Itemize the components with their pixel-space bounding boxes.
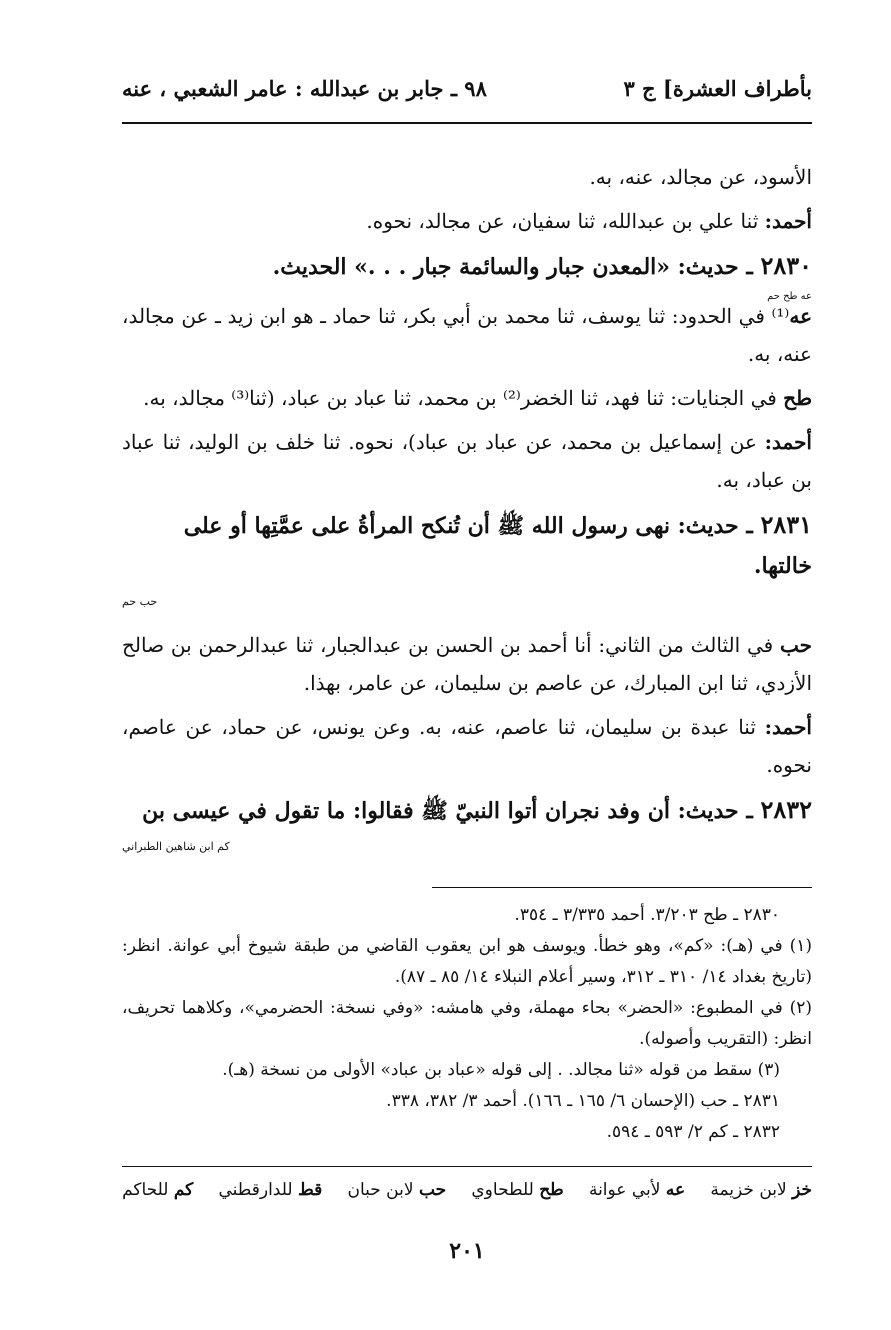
source-sigla: حب حم	[122, 595, 158, 608]
abbreviation-legend	[122, 1180, 812, 1200]
header-right: بأطراف العشرة] ج ٣	[623, 76, 812, 101]
footnote: ٢٨٣٠ ـ طح ٣/٢٠٣. أحمد ٣/٣٣٥ ـ ٣٥٤.	[514, 905, 780, 925]
legend-abbr: قط	[297, 1180, 323, 1200]
running-header	[122, 76, 812, 116]
footnote-rule	[432, 887, 812, 888]
legend-name: للطحاوي	[471, 1180, 540, 1200]
paragraph-text: ثنا عبدة بن سليمان، ثنا عاصم، عنه، به. وعن يونس، عن حماد، عن عاصم، نحوه.	[122, 715, 812, 777]
page-number: ٢٠١	[449, 1238, 485, 1264]
footnotes	[122, 900, 812, 1148]
source-abbreviation: طح	[783, 386, 812, 410]
header-left: ٩٨ ـ جابر بن عبدالله : عامر الشعبي ، عنه	[122, 76, 487, 101]
footnote: (٣) سقط من قوله «ثنا مجالد. . إلى قوله «عباد بن عباد» الأولى من نسخة (هـ).	[222, 1060, 780, 1080]
legend-name: للدارقطني	[218, 1180, 298, 1200]
legend-abbr: خز	[792, 1180, 812, 1200]
legend-item	[589, 1180, 685, 1200]
legend-abbr: طح	[539, 1180, 564, 1200]
header-rule	[122, 122, 812, 124]
footnote: (٢) في المطبوع: «الحضر» بحاء مهملة، وفي هامشه: «وفي نسخة: الحضرمي»، وكلاهما تحريف، انظر: (التقريب وأصوله).	[122, 998, 812, 1049]
paragraph-text: ⁽¹⁾ في الحدود: ثنا يوسف، ثنا محمد بن أبي بكر، ثنا حماد ـ هو ابن زيد ـ عن مجالد، عنه، به.	[122, 304, 812, 366]
paragraph	[122, 708, 812, 784]
legend-rule	[122, 1166, 812, 1167]
legend-item	[122, 1180, 193, 1200]
source-sigla: كم ابن شاهين الطبراني	[122, 840, 230, 853]
legend-name: لابن خزيمة	[710, 1180, 793, 1200]
hadith-text: ـ حديث: نهى رسول الله ﷺ أن تُنكح المرأةُ على عمَّتِها أو على خالتها.	[183, 513, 812, 579]
page	[122, 0, 812, 1330]
legend-abbr: حب	[418, 1180, 447, 1200]
hadith-heading	[122, 790, 812, 867]
paragraph	[122, 423, 812, 499]
legend-item	[471, 1180, 563, 1200]
hadith-heading	[122, 505, 812, 622]
source-abbreviation: حب	[779, 633, 812, 657]
paragraph-text: عن إسماعيل بن محمد، عن عباد بن عباد)، نحوه. ثنا خلف بن الوليد، ثنا عباد بن عباد، به.	[122, 430, 812, 492]
source-abbreviation: أحمد:	[764, 715, 812, 739]
paragraph	[122, 158, 812, 196]
hadith-heading	[122, 246, 812, 287]
legend-abbr: عه	[665, 1180, 686, 1200]
source-abbreviation: أحمد:	[764, 209, 812, 233]
hadith-text: ـ حديث: أن وفد نجران أتوا النبيّ ﷺ فقالوا: ما تقول في عيسى بن	[142, 798, 761, 824]
paragraph-text: ثنا علي بن عبدالله، ثنا سفيان، عن مجالد، نحوه.	[366, 209, 765, 233]
source-sigla: عه طح حم	[767, 291, 812, 302]
hadith-number: ٢٨٣١	[760, 510, 812, 539]
paragraph	[122, 626, 812, 702]
paragraph-text: الأسود، عن مجالد، عنه، به.	[589, 165, 812, 189]
footnote: ٢٨٣١ ـ حب (الإحسان ٦/ ١٦٥ ـ ١٦٦). أحمد ٣/ ٣٨٢، ٣٣٨.	[386, 1091, 780, 1111]
hadith-text: ـ حديث: «المعدن جبار والسائمة جبار . . .» الحديث.	[272, 254, 761, 280]
paragraph	[122, 379, 812, 417]
paragraph-text: في الثالث من الثاني: أنا أحمد بن الحسن بن عبدالجبار، ثنا عبدالرحمن بن صالح الأزدي، ثنا ابن المبارك، عن عاصم بن سليمان، عن عامر، بهذا.	[122, 633, 812, 695]
legend-name: لأبي عوانة	[588, 1180, 666, 1200]
legend-item	[347, 1180, 446, 1200]
legend-name: للحاكم	[122, 1180, 174, 1200]
main-text	[122, 158, 812, 871]
paragraph	[122, 291, 812, 373]
paragraph	[122, 202, 812, 240]
footnote: ٢٨٣٢ ـ كم ٢/ ٥٩٣ ـ ٥٩٤.	[606, 1122, 780, 1142]
legend-name: لابن حبان	[347, 1180, 419, 1200]
footnote: (١) في (هـ): «كم»، وهو خطأ. ويوسف هو ابن يعقوب القاضي من طبقة شيوخ أبي عوانة. انظر: (تاريخ بغداد ١٤/ ٣١٠ ـ ٣١٢، وسير أعلام النبلاء ١٤/ ٨٥ ـ ٨٧).	[122, 936, 812, 987]
legend-item	[219, 1180, 323, 1200]
source-abbreviation: أحمد:	[764, 430, 812, 454]
legend-item	[710, 1180, 812, 1200]
legend-abbr: كم	[173, 1180, 194, 1200]
paragraph-text: في الجنايات: ثنا فهد، ثنا الخضر⁽²⁾ بن محمد، ثنا عباد بن عباد، (ثنا⁽³⁾ مجالد، به.	[143, 386, 784, 410]
hadith-number: ٢٨٣٠	[760, 251, 812, 280]
source-abbreviation: عه	[789, 304, 812, 328]
hadith-number: ٢٨٣٢	[760, 795, 812, 824]
